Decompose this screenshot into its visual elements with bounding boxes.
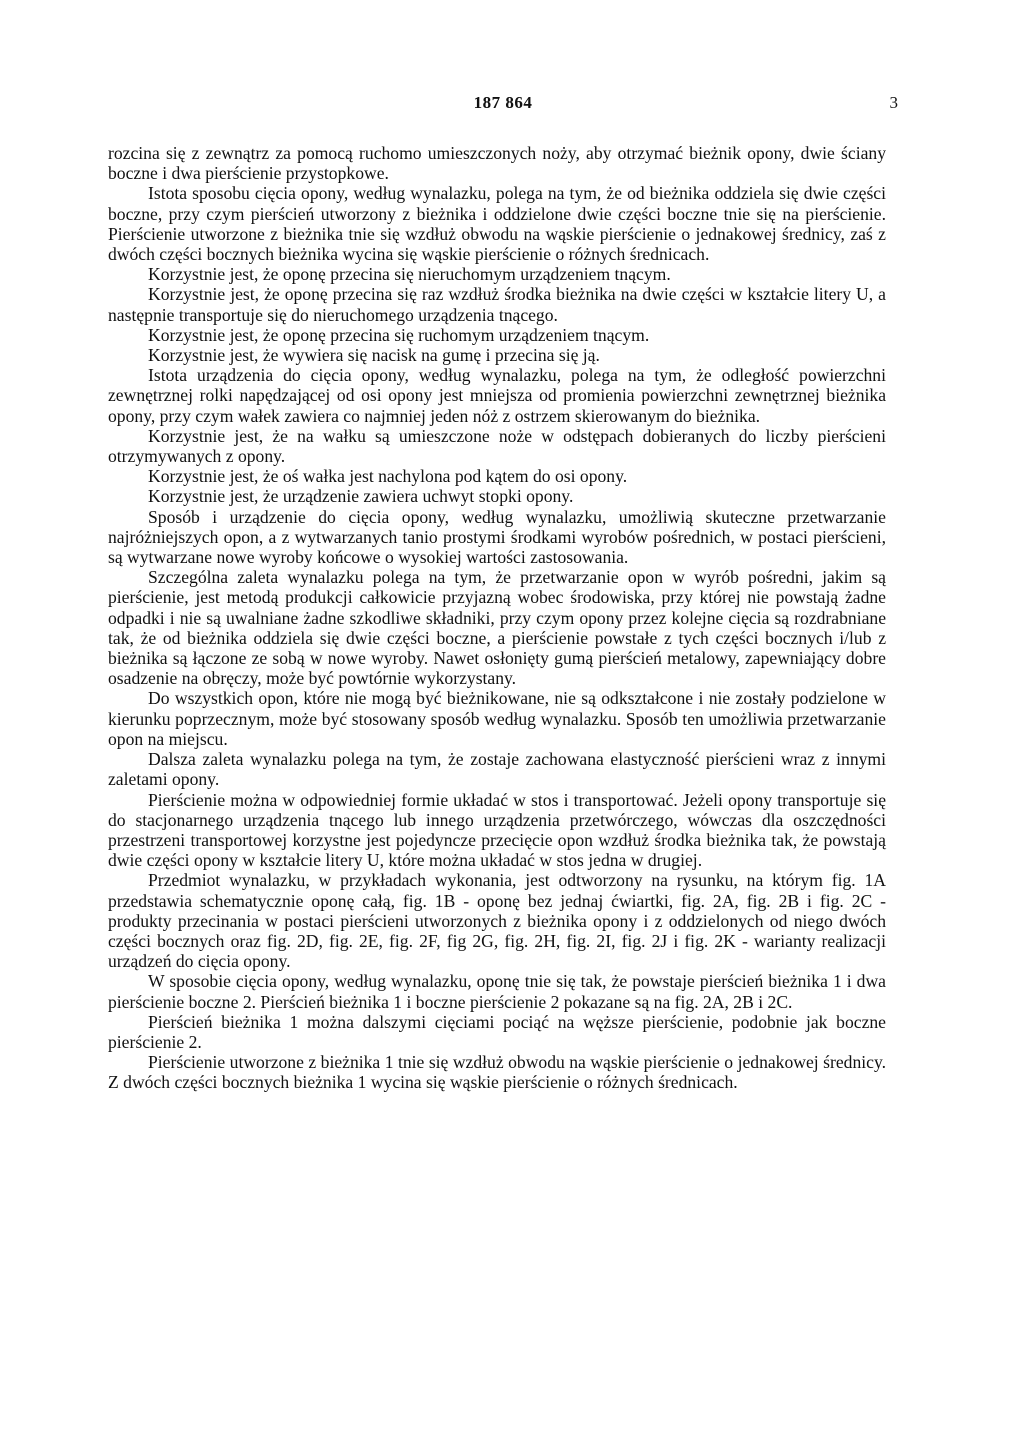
paragraph: rozcina się z zewnątrz za pomocą ruchomo umieszczonych noży, aby otrzymać bieżnik opony, dwie ściany boczne i dwa pierścienie przystopkowe. [108, 143, 886, 184]
paragraph: W sposobie cięcia opony, według wynalazku, oponę tnie się tak, że powstaje pierścień bieżnika 1 i dwa pierścienie boczne 2. Pierścień bieżnika 1 i boczne pierścienie 2 pokazane są na fig. 2A, 2B i 2C. [108, 971, 886, 1012]
paragraph: Szczególna zaleta wynalazku polega na tym, że przetwarzanie opon w wyrób pośredni, jakim są pierścienie, jest metodą produkcji całkowicie przyjazną wobec środowiska, przy której nie powstają żadne odpadki i nie są uwalniane żadne szkodliwe składniki, przy czym opony przez kolejne cięcia są rozdrabniane tak, że od bieżnika oddziela się dwie części boczne, a pierścienie powstałe z tych części bocznych i/lub z bieżnika są łączone ze sobą w nowe wyroby. Nawet osłonięty gumą pierścień metalowy, zapewniający dobre osadzenie na obręczy, może być powtórnie wykorzystany. [108, 567, 886, 689]
paragraph: Przedmiot wynalazku, w przykładach wykonania, jest odtworzony na rysunku, na którym fig. 1A przedstawia schematycznie oponę całą, fig. 1B - oponę bez jednaj ćwiartki, fig. 2A, fig. 2B i fig. 2C - produkty przecinania w postaci pierścieni utworzonych z bieżnika opony i z oddzielonych od niego dwóch części bocznych oraz fig. 2D, fig. 2E, fig. 2F, fig 2G, fig. 2H, fig. 2I, fig. 2J i fig. 2K - warianty realizacji urządzeń do cięcia opony. [108, 870, 886, 972]
paragraph: Korzystnie jest, że oś wałka jest nachylona pod kątem do osi opony. [148, 466, 628, 487]
document-body [108, 143, 886, 1093]
paragraph: Korzystnie jest, że wywiera się nacisk na gumę i przecina się ją. [148, 345, 600, 366]
page-number: 3 [889, 93, 898, 112]
paragraph: Do wszystkich opon, które nie mogą być bieżnikowane, nie są odkształcone i nie zostały podzielone w kierunku poprzecznym, może być stosowany sposób według wynalazku. Sposób ten umożliwia przetwarzanie opon na miejscu. [108, 688, 886, 749]
paragraph: Istota sposobu cięcia opony, według wynalazku, polega na tym, że od bieżnika oddziela się dwie części boczne, przy czym pierścień utworzony z bieżnika i oddzielone dwie części boczne tnie się na pierścienie. Pierścienie utworzone z bieżnika tnie się wzdłuż obwodu na wąskie pierścienie o jednakowej średnicy, zaś z dwóch części bocznych bieżnika wycina się wąskie pierścienie o różnych średnicach. [108, 183, 886, 265]
paragraph: Korzystnie jest, że urządzenie zawiera uchwyt stopki opony. [148, 486, 574, 507]
paragraph: Korzystnie jest, że oponę przecina się nieruchomym urządzeniem tnącym. [148, 264, 671, 285]
paragraph: Korzystnie jest, że oponę przecina się raz wzdłuż środka bieżnika na dwie części w kształcie litery U, a następnie transportuje się do nieruchomego urządzenia tnącego. [108, 284, 886, 325]
paragraph: Sposób i urządzenie do cięcia opony, według wynalazku, umożliwią skuteczne przetwarzanie najróżniejszych opon, a z wytwarzanych tanio prostymi środkami wyrobów pośrednich, w postaci pierścieni, są wytwarzane nowe wyroby końcowe o wysokiej wartości zastosowania. [108, 506, 886, 568]
page-header [108, 93, 898, 117]
paragraph: Korzystnie jest, że na wałku są umieszczone noże w odstępach dobieranych do liczby pierścieni otrzymywanych z opony. [108, 425, 886, 467]
paragraph: Istota urządzenia do cięcia opony, według wynalazku, polega na tym, że odległość powierzchni zewnętrznej rolki napędzającej od osi opony jest mniejsza od promienia powierzchni zewnętrznej bieżnika opony, przy czym wałek zawiera co najmniej jeden nóż z ostrzem skierowanym do bieżnika. [108, 365, 886, 426]
paragraph: Pierścień bieżnika 1 można dalszymi cięciami pociąć na węższe pierścienie, podobnie jak boczne pierścienie 2. [108, 1011, 886, 1052]
paragraph: Pierścienie można w odpowiedniej formie układać w stos i transportować. Jeżeli opony transportuje się do stacjonarnego urządzenia tnącego lub innego urządzenia przetwórczego, wówczas dla oszczędności przestrzeni transportowej korzystne jest pojedyncze przecięcie opon wzdłuż środka bieżnika tak, że powstają dwie części opony w kształcie litery U, które można układać w stos jedna w drugiej. [108, 789, 886, 871]
paragraph: Dalsza zaleta wynalazku polega na tym, że zostaje zachowana elastyczność pierścieni wraz z innymi zaletami opony. [108, 749, 886, 790]
patent-number: 187 864 [473, 93, 533, 112]
paragraph: Korzystnie jest, że oponę przecina się ruchomym urządzeniem tnącym. [148, 324, 650, 345]
paragraph: Pierścienie utworzone z bieżnika 1 tnie się wzdłuż obwodu na wąskie pierścienie o jednakowej średnicy. Z dwóch części bocznych bieżnika 1 wycina się wąskie pierścienie o różnych średnicach. [108, 1052, 886, 1093]
